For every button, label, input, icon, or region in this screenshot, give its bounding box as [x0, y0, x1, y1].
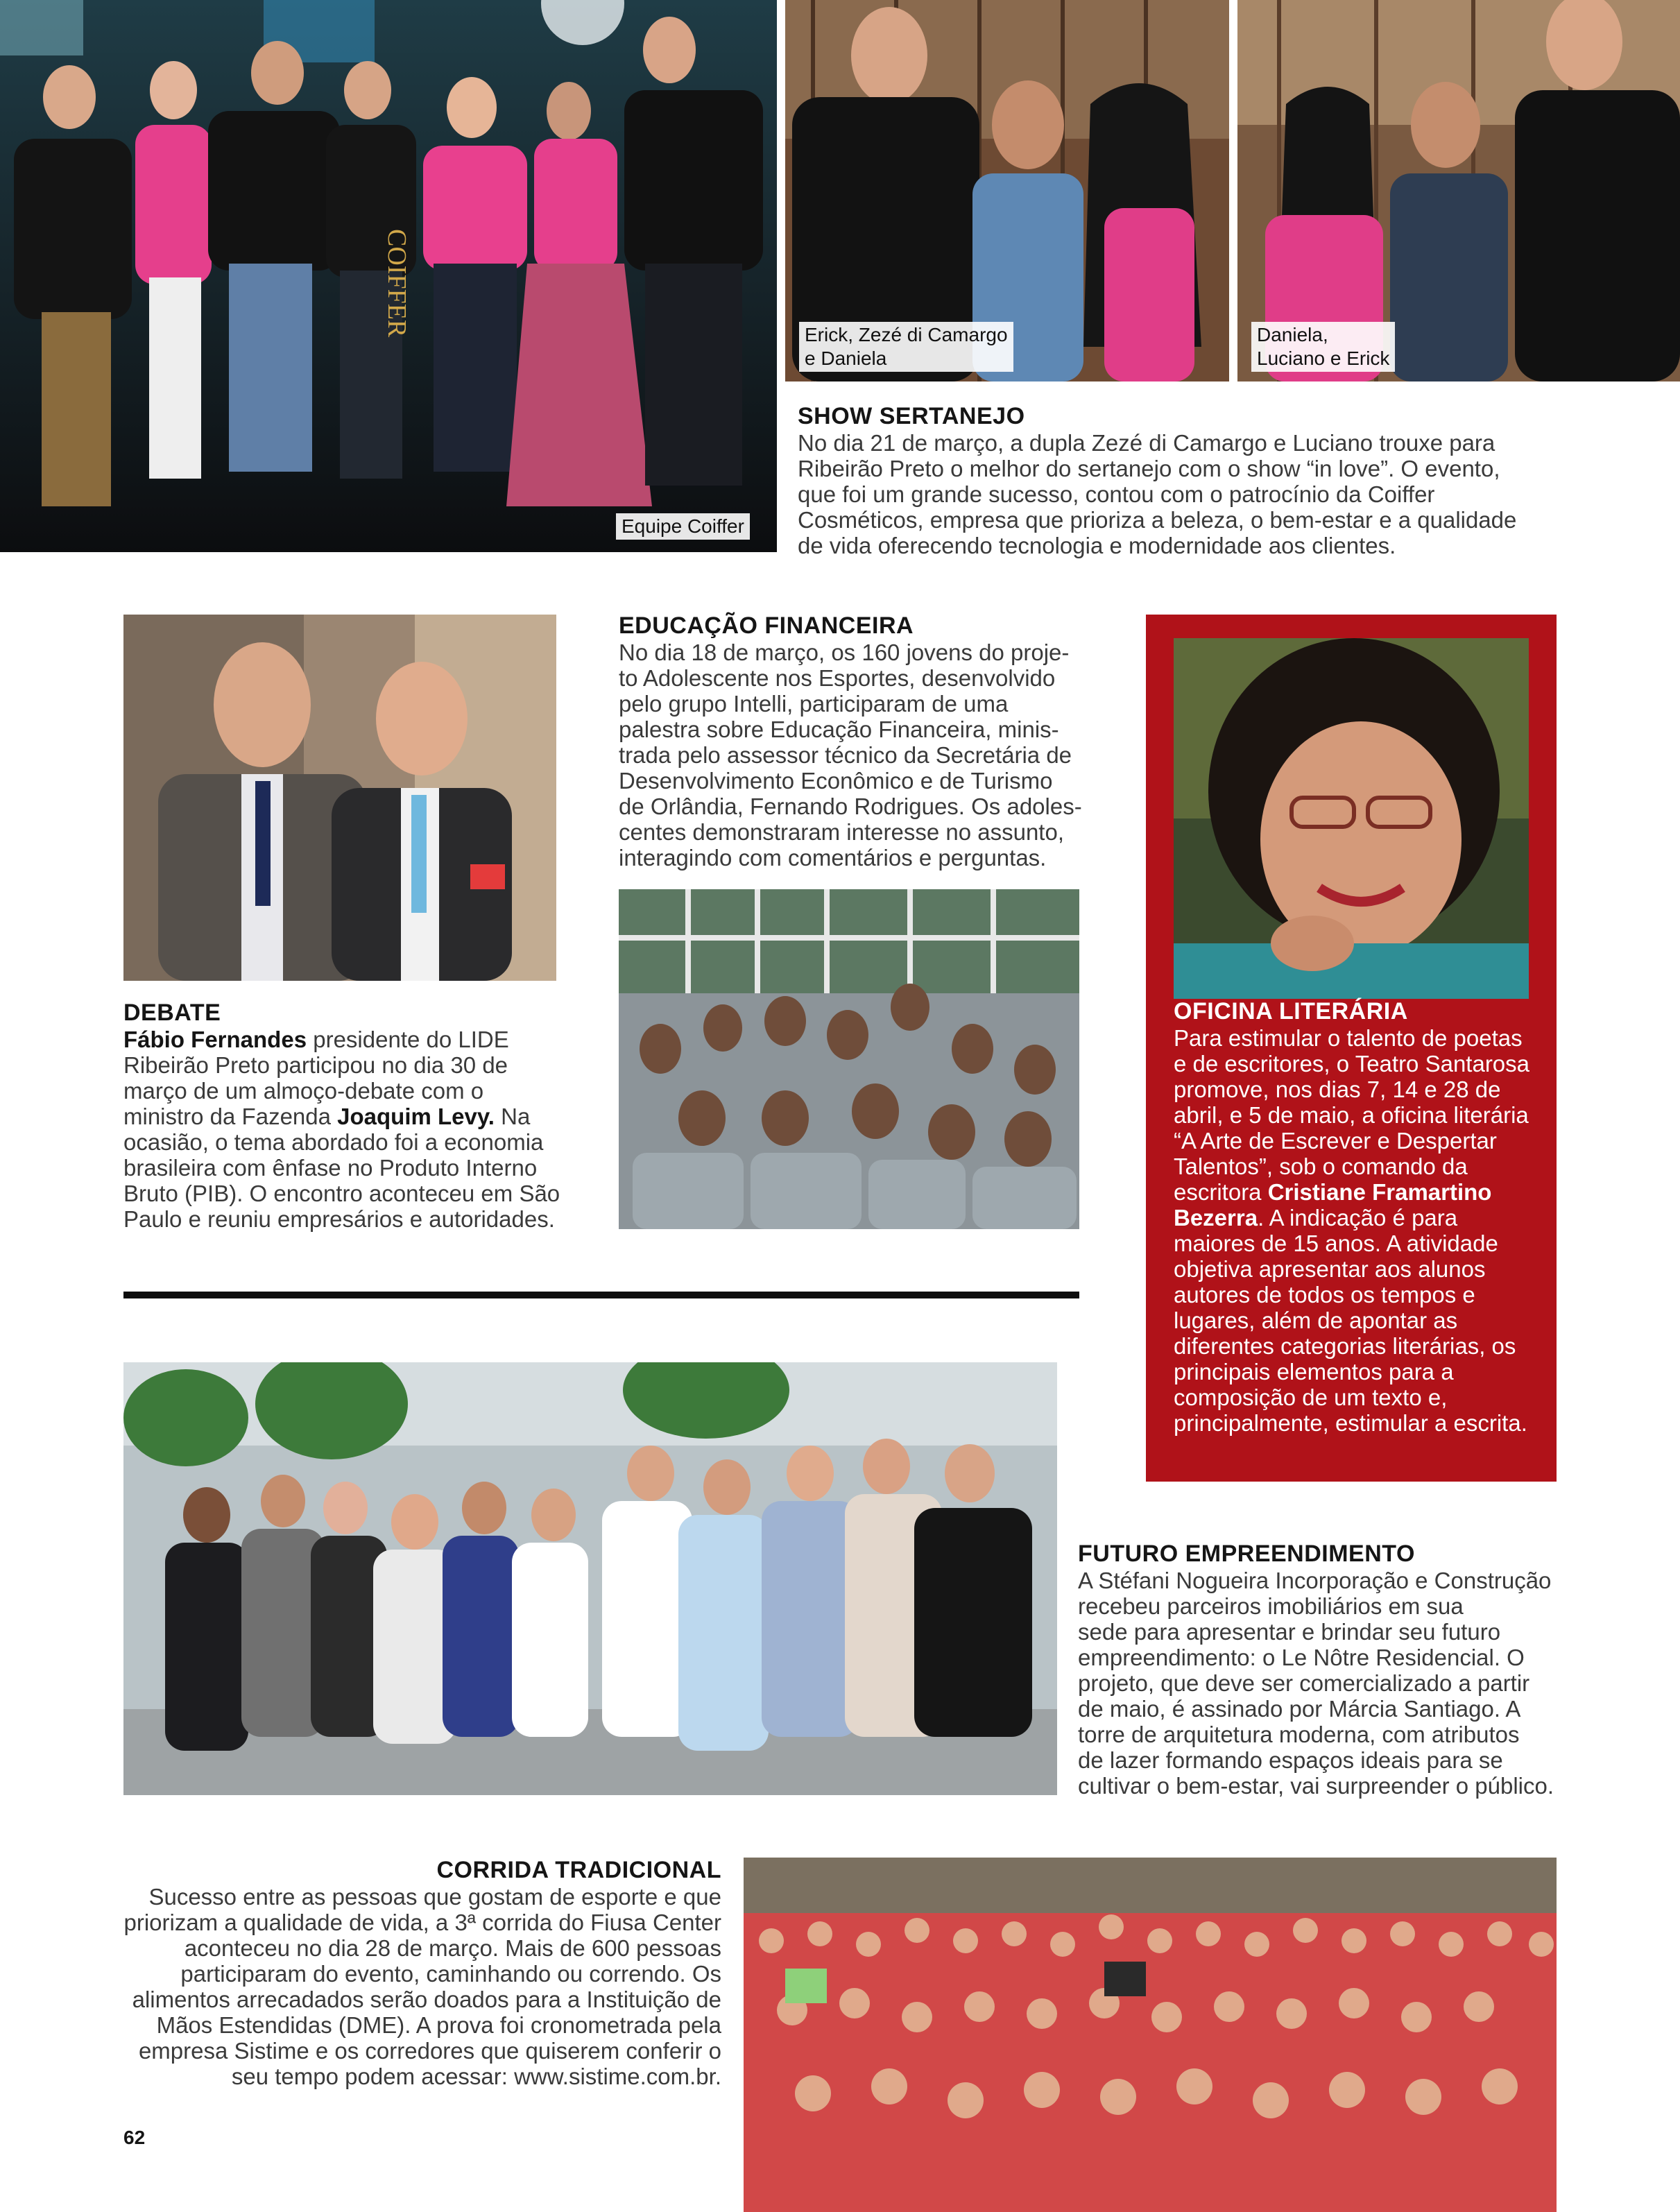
show-line: Ribeirão Preto o melhor do sertanejo com o show “in love”. O evento,: [798, 456, 1500, 481]
futuro-line: projeto, que deve ser comercializado a partir: [1078, 1670, 1530, 1696]
debate-text-part: Na ocasião, o tema abordado foi a economia brasileira com ênfase no Produto Interno Bruto (PIB). O encontro aconteceu em São Paulo e reuniu empresários e autoridades.: [123, 1104, 560, 1232]
photo-corrida-tradicional: [744, 1858, 1557, 2212]
educacao-line: palestra sobre Educação Financeira, minis-: [619, 717, 1059, 742]
show-line: que foi um grande sucesso, contou com o patrocínio da Coiffer: [798, 481, 1435, 507]
oficina-text: [1174, 1025, 1534, 1436]
futuro-line: de lazer formando espaços ideais para se: [1078, 1747, 1503, 1773]
page-number: 62: [123, 2127, 146, 2148]
corrida-line: participaram do evento, caminhando ou correndo. Os: [180, 1961, 721, 1987]
corrida-line: aconteceu no dia 28 de março. Mais de 600 pessoas: [184, 1935, 721, 1961]
svg-text:COIFFER: COIFFER: [382, 229, 411, 338]
article-futuro-empreendimento: [1078, 1540, 1680, 1799]
caption-daniela-luciano-erick: Daniela, Luciano e Erick: [1251, 322, 1395, 372]
oficina-text-part: Para estimular o talento de poetas e de escritores, o Teatro Santarosa promove, nos dias 7, 14 e 28 de abril, e 5 de maio, a oficina literária “A Arte de Escrever e Despertar Talentos”, sob o comando da escritora: [1174, 1025, 1530, 1205]
heading-futuro-empreendimento: FUTURO EMPREENDIMENTO: [1078, 1541, 1415, 1567]
article-oficina-literaria-box: [1146, 615, 1557, 1482]
corrida-line: empresa Sistime e os corredores que quiserem conferir o: [138, 2038, 721, 2064]
caption-erick-zeze-daniela: Erick, Zezé di Camargo e Daniela: [799, 322, 1013, 372]
educacao-line: pelo grupo Intelli, participaram de uma: [619, 691, 1009, 717]
educacao-line: to Adolescente nos Esportes, desenvolvido: [619, 665, 1056, 691]
photo-erick-zeze-daniela: [785, 0, 1229, 381]
educacao-line: Desenvolvimento Econômico e de Turismo: [619, 768, 1053, 794]
article-show-sertanejo: [798, 402, 1672, 558]
futuro-line: sede para apresentar e brindar seu futuro: [1078, 1619, 1501, 1645]
show-line: No dia 21 de março, a dupla Zezé di Camargo e Luciano trouxe para: [798, 430, 1495, 456]
oficina-name-cristiane: Cristiane Framartino Bezerra: [1174, 1179, 1492, 1231]
debate-name-fabio: Fábio Fernandes: [123, 1027, 307, 1052]
oficina-text-block: [1174, 997, 1534, 1436]
corrida-line: priorizam a qualidade de vida, a 3ª corrida do Fiusa Center: [123, 1910, 721, 1935]
show-line: Cosméticos, empresa que prioriza a beleza, o bem-estar e a qualidade: [798, 507, 1517, 533]
debate-text-part: presidente do LIDE Ribeirão Preto participou no dia 30 de março de um almoço-debate com o ministro da Fazenda: [123, 1027, 509, 1129]
photo-cristiane-framartino: [1174, 638, 1529, 999]
heading-educacao-financeira: EDUCAÇÃO FINANCEIRA: [619, 612, 914, 639]
photo-daniela-luciano-erick: [1237, 0, 1680, 381]
article-debate: [123, 999, 567, 1232]
debate-text: [123, 1027, 567, 1232]
heading-show-sertanejo: SHOW SERTANEJO: [798, 403, 1025, 429]
futuro-line: recebeu parceiros imobiliários em sua: [1078, 1593, 1464, 1619]
corrida-line: alimentos arrecadados serão doados para a Instituição de: [132, 1987, 721, 2012]
heading-oficina-literaria: OFICINA LITERÁRIA: [1174, 998, 1408, 1024]
educacao-line: trada pelo assessor técnico da Secretária de: [619, 742, 1072, 768]
photo-educacao-financeira: [619, 889, 1079, 1229]
article-educacao-financeira: [619, 612, 1090, 871]
heading-debate: DEBATE: [123, 1000, 221, 1026]
corrida-line: seu tempo podem acessar: www.sistime.com.br.: [231, 2064, 721, 2089]
educacao-line: de Orlândia, Fernando Rodrigues. Os adoles-: [619, 794, 1082, 819]
futuro-line: A Stéfani Nogueira Incorporação e Construção: [1078, 1568, 1552, 1593]
show-line: de vida oferecendo tecnologia e modernidade aos clientes.: [798, 533, 1396, 558]
heading-corrida-tradicional: CORRIDA TRADICIONAL: [436, 1857, 721, 1883]
educacao-line: interagindo com comentários e perguntas.: [619, 845, 1047, 871]
educacao-line: No dia 18 de março, os 160 jovens do proje-: [619, 640, 1070, 665]
futuro-line: torre de arquitetura moderna, com atributos: [1078, 1722, 1520, 1747]
photo-equipe-coiffer: [0, 0, 777, 552]
educacao-line: centes demonstraram interesse no assunto,: [619, 819, 1065, 845]
futuro-line: de maio, é assinado por Márcia Santiago. A: [1078, 1696, 1521, 1722]
corrida-line: Sucesso entre as pessoas que gostam de esporte e que: [148, 1884, 721, 1910]
article-corrida-tradicional: [104, 1856, 721, 2089]
oficina-text-part: . A indicação é para maiores de 15 anos. A atividade objetiva apresentar aos alunos autores de todos os tempos e lugares, além de apontar as diferentes categorias literárias, os principais elementos para a composição de um texto e, principalmente, estimular a escrita.: [1174, 1205, 1527, 1436]
futuro-line: cultivar o bem-estar, vai surpreender o público.: [1078, 1773, 1554, 1799]
photo-futuro-empreendimento: [123, 1362, 1057, 1795]
debate-name-joaquim: Joaquim Levy.: [337, 1104, 495, 1129]
section-divider-rule: [123, 1292, 1079, 1298]
caption-equipe-coiffer: Equipe Coiffer: [616, 513, 750, 540]
corrida-line: Mãos Estendidas (DME). A prova foi cronometrada pela: [156, 2012, 721, 2038]
futuro-line: empreendimento: o Le Nôtre Residencial. O: [1078, 1645, 1525, 1670]
photo-debate: [123, 615, 556, 981]
